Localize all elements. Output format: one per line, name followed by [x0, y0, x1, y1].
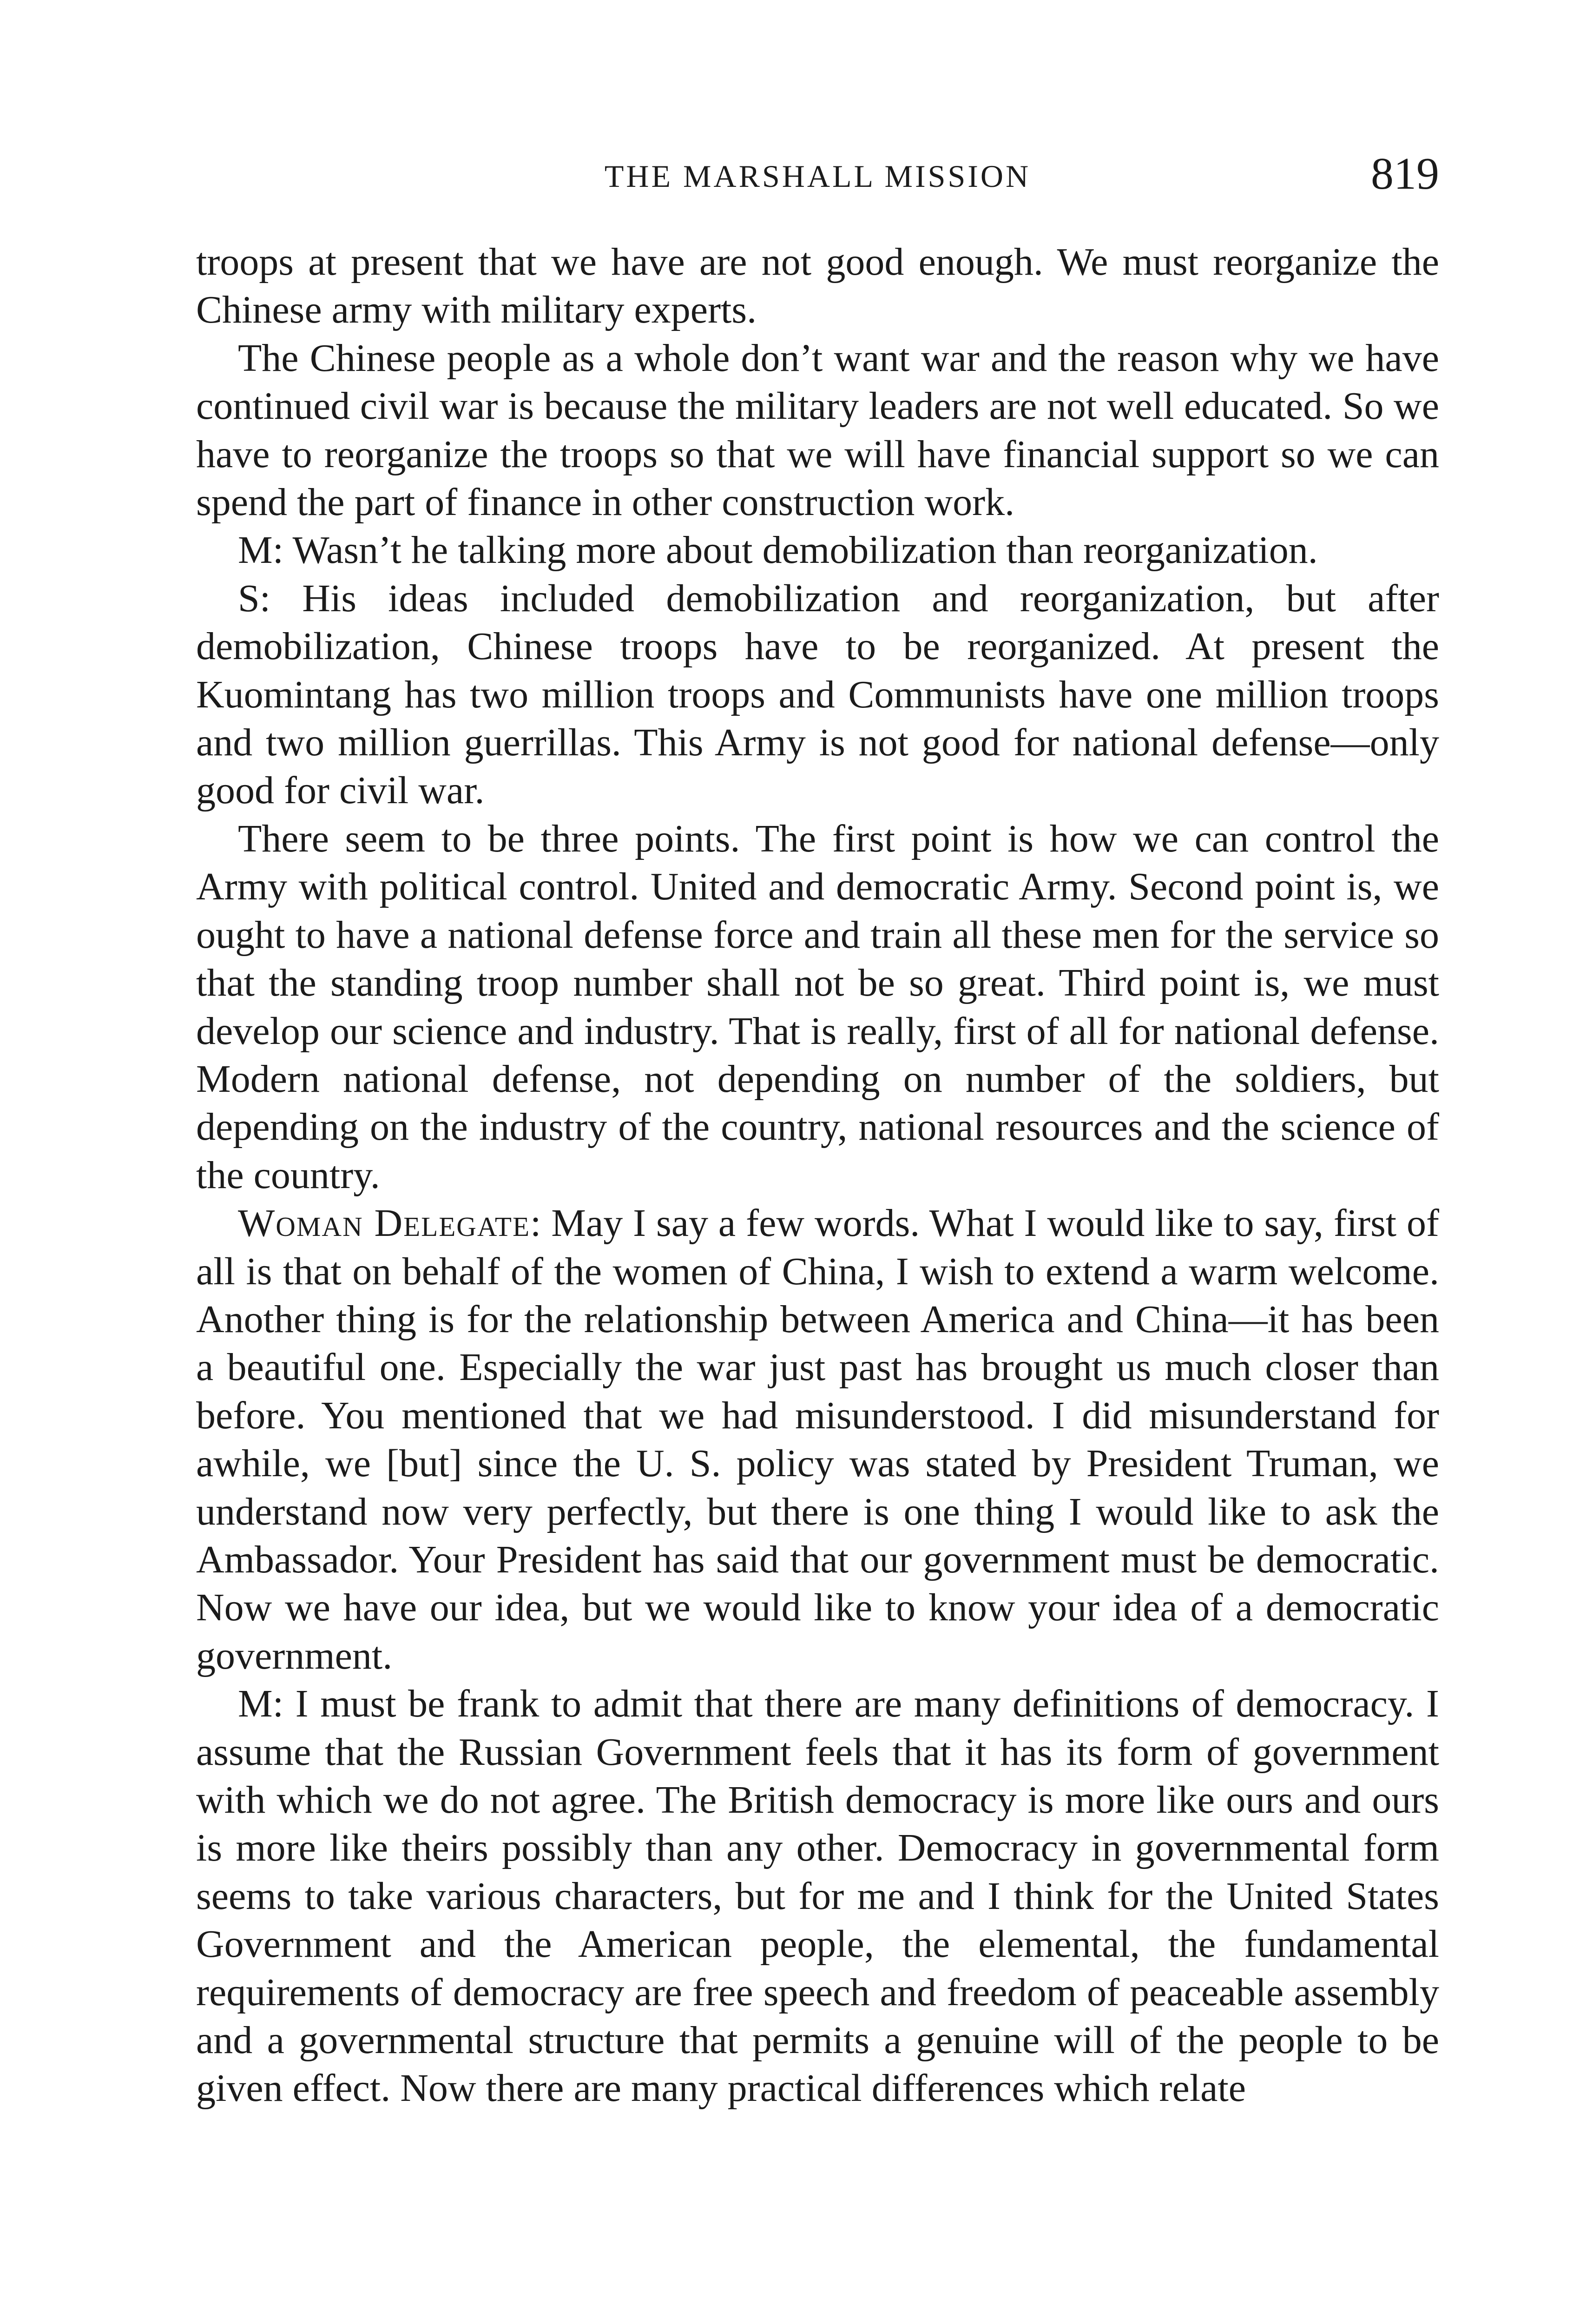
- paragraph-text: : I must be frank to admit that there are many definitions of democracy. I assume that the Russian Government feels that it has its form of government with which we do not agree. The British democracy is more like ours and ours is more like theirs possibly than any other. Democracy in governmental form seems to take various characters, but for me and I think for the United States Government and the American people, the elemental, the fundamental requirements of democracy are free speech and freedom of peaceable assembly and a governmental structure that permits a genuine will of the people to be given effect. Now there are many practical differences which relate: [196, 1682, 1439, 2110]
- paragraph-speaker: M: [238, 1682, 273, 1726]
- paragraph: [196, 526, 1439, 574]
- paragraph-text: troops at present that we have are not good enough. We must reorganize the Chinese army with military experts.: [196, 240, 1439, 332]
- paragraph: [196, 238, 1439, 334]
- body-text: [196, 238, 1439, 2113]
- paragraph-text: The Chinese people as a whole don’t want war and the reason why we have continued civil war is because the military leaders are not well educated. So we have to reorganize the troops so that we will have financial support so we can spend the part of finance in other construction work.: [196, 336, 1439, 524]
- paragraph: [196, 334, 1439, 527]
- paragraph-speaker: S: [238, 576, 260, 620]
- paragraph: [196, 1680, 1439, 2113]
- paragraph: [196, 815, 1439, 1199]
- running-title: THE MARSHALL MISSION: [604, 158, 1031, 194]
- paragraph-speaker: Woman Delegate: [238, 1202, 531, 1245]
- paragraph-text: : May I say a few words. What I would like to say, first of all is that on behalf of the women of China, I wish to extend a warm welcome. Another thing is for the relationship between America and China—it has been a beautiful one. Especially the war just past has brought us much closer than before. You mentioned that we had misunderstood. I did misunderstand for awhile, we [but] since the U. S. policy was stated by President Truman, we understand now very perfectly, but there is one thing I would like to ask the Ambassador. Your President has said that our government must be democratic. Now we have our idea, but we would like to know your idea of a democratic government.: [196, 1202, 1439, 1677]
- paragraph: [196, 574, 1439, 815]
- paragraph-speaker: M: [238, 528, 273, 572]
- paragraph-text: : Wasn’t he talking more about demobilization than reorganization.: [272, 528, 1318, 572]
- page-number: 819: [1371, 149, 1439, 199]
- paragraph-text: There seem to be three points. The first point is how we can control the Army with political control. United and democratic Army. Second point is, we ought to have a national defense force and train all these men for the service so that the standing troop number shall not be so great. Third point is, we must develop our science and industry. That is really, first of all for national defense. Modern national defense, not depending on number of the soldiers, but depending on the industry of the country, national resources and the science of the country.: [196, 817, 1439, 1197]
- book-page: [196, 139, 1439, 2113]
- running-head: [196, 139, 1439, 209]
- paragraph: [196, 1199, 1439, 1680]
- paragraph-text: : His ideas included demobilization and reorganization, but after demobilization, Chinese troops have to be reorganized. At present the Kuomintang has two million troops and Communists have one million troops and two million guerrillas. This Army is not good for national defense—only good for civil war.: [196, 576, 1439, 812]
